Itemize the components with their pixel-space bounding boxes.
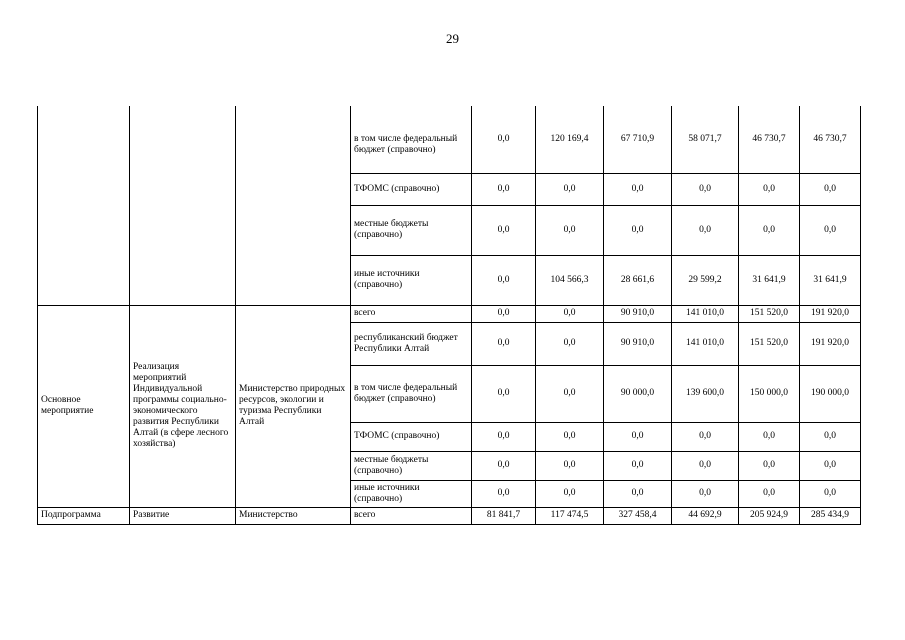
- value-cell: 0,0: [672, 480, 739, 507]
- value-cell: 90 000,0: [604, 365, 672, 422]
- value-cell: 29 599,2: [672, 255, 739, 305]
- value-cell: 46 730,7: [739, 106, 800, 173]
- value-cell: 0,0: [472, 305, 536, 322]
- value-cell: 0,0: [604, 173, 672, 205]
- value-cell: 151 520,0: [739, 322, 800, 365]
- value-cell: 141 010,0: [672, 305, 739, 322]
- value-cell: 0,0: [536, 365, 604, 422]
- blank-cell: [236, 106, 351, 305]
- value-cell: 0,0: [472, 451, 536, 480]
- value-cell: 44 692,9: [672, 507, 739, 524]
- value-cell: 0,0: [672, 451, 739, 480]
- value-cell: 0,0: [604, 205, 672, 255]
- value-cell: 141 010,0: [672, 322, 739, 365]
- value-cell: 0,0: [800, 173, 861, 205]
- value-cell: 28 661,6: [604, 255, 672, 305]
- value-cell: 151 520,0: [739, 305, 800, 322]
- value-cell: 150 000,0: [739, 365, 800, 422]
- value-cell: 58 071,7: [672, 106, 739, 173]
- subprogram-name-cell: Развитие: [130, 507, 236, 524]
- value-cell: 0,0: [472, 480, 536, 507]
- value-cell: 0,0: [672, 422, 739, 451]
- value-cell: 0,0: [739, 422, 800, 451]
- value-cell: 0,0: [472, 365, 536, 422]
- source-cell: местные бюджеты (справочно): [351, 205, 472, 255]
- value-cell: 90 910,0: [604, 305, 672, 322]
- activity-executor-cell: Министерство природных ресурсов, экологии и туризма Республики Алтай: [236, 305, 351, 507]
- value-cell: 0,0: [536, 322, 604, 365]
- source-cell: всего: [351, 305, 472, 322]
- value-cell: 81 841,7: [472, 507, 536, 524]
- value-cell: 0,0: [536, 173, 604, 205]
- page-number: 29: [446, 31, 459, 46]
- value-cell: 0,0: [739, 451, 800, 480]
- value-cell: 0,0: [472, 106, 536, 173]
- value-cell: 0,0: [800, 205, 861, 255]
- subprogram-type-cell: Подпрограмма: [38, 507, 130, 524]
- value-cell: 0,0: [739, 173, 800, 205]
- activity-type-cell: Основное мероприятие: [38, 305, 130, 507]
- blank-cell: [38, 106, 130, 305]
- value-cell: 139 600,0: [672, 365, 739, 422]
- subprogram-executor-cell: Министерство: [236, 507, 351, 524]
- value-cell: 0,0: [536, 422, 604, 451]
- value-cell: 31 641,9: [800, 255, 861, 305]
- source-cell: ТФОМС (справочно): [351, 422, 472, 451]
- value-cell: 0,0: [536, 305, 604, 322]
- value-cell: 0,0: [472, 322, 536, 365]
- value-cell: 0,0: [672, 173, 739, 205]
- value-cell: 0,0: [472, 422, 536, 451]
- value-cell: 120 169,4: [536, 106, 604, 173]
- value-cell: 0,0: [800, 480, 861, 507]
- value-cell: 190 000,0: [800, 365, 861, 422]
- source-cell: иные источники (справочно): [351, 255, 472, 305]
- value-cell: 0,0: [536, 451, 604, 480]
- value-cell: 205 924,9: [739, 507, 800, 524]
- source-cell: местные бюджеты (справочно): [351, 451, 472, 480]
- value-cell: 31 641,9: [739, 255, 800, 305]
- value-cell: 0,0: [604, 451, 672, 480]
- blank-cell: [130, 106, 236, 305]
- source-cell: республиканский бюджет Республики Алтай: [351, 322, 472, 365]
- value-cell: 0,0: [604, 422, 672, 451]
- value-cell: 0,0: [800, 422, 861, 451]
- value-cell: 104 566,3: [536, 255, 604, 305]
- value-cell: 67 710,9: [604, 106, 672, 173]
- table-row: [38, 305, 861, 322]
- value-cell: 46 730,7: [800, 106, 861, 173]
- value-cell: 0,0: [472, 173, 536, 205]
- value-cell: 90 910,0: [604, 322, 672, 365]
- activity-name-cell: Реализация мероприятий Индивидуальной программы социально-экономического развития Республики Алтай (в сфере лесного хозяйства): [130, 305, 236, 507]
- value-cell: 285 434,9: [800, 507, 861, 524]
- value-cell: 191 920,0: [800, 322, 861, 365]
- value-cell: 191 920,0: [800, 305, 861, 322]
- source-cell: в том числе федеральный бюджет (справочно): [351, 365, 472, 422]
- value-cell: 0,0: [536, 480, 604, 507]
- value-cell: 0,0: [472, 205, 536, 255]
- source-cell: иные источники (справочно): [351, 480, 472, 507]
- source-cell: всего: [351, 507, 472, 524]
- value-cell: 117 474,5: [536, 507, 604, 524]
- value-cell: 327 458,4: [604, 507, 672, 524]
- value-cell: 0,0: [739, 205, 800, 255]
- value-cell: 0,0: [739, 480, 800, 507]
- table-row: [38, 106, 861, 173]
- source-cell: ТФОМС (справочно): [351, 173, 472, 205]
- table-row: [38, 507, 861, 524]
- value-cell: 0,0: [672, 205, 739, 255]
- value-cell: 0,0: [604, 480, 672, 507]
- value-cell: 0,0: [800, 451, 861, 480]
- source-cell: в том числе федеральный бюджет (справочно): [351, 106, 472, 173]
- budget-table: [37, 106, 861, 525]
- value-cell: 0,0: [536, 205, 604, 255]
- value-cell: 0,0: [472, 255, 536, 305]
